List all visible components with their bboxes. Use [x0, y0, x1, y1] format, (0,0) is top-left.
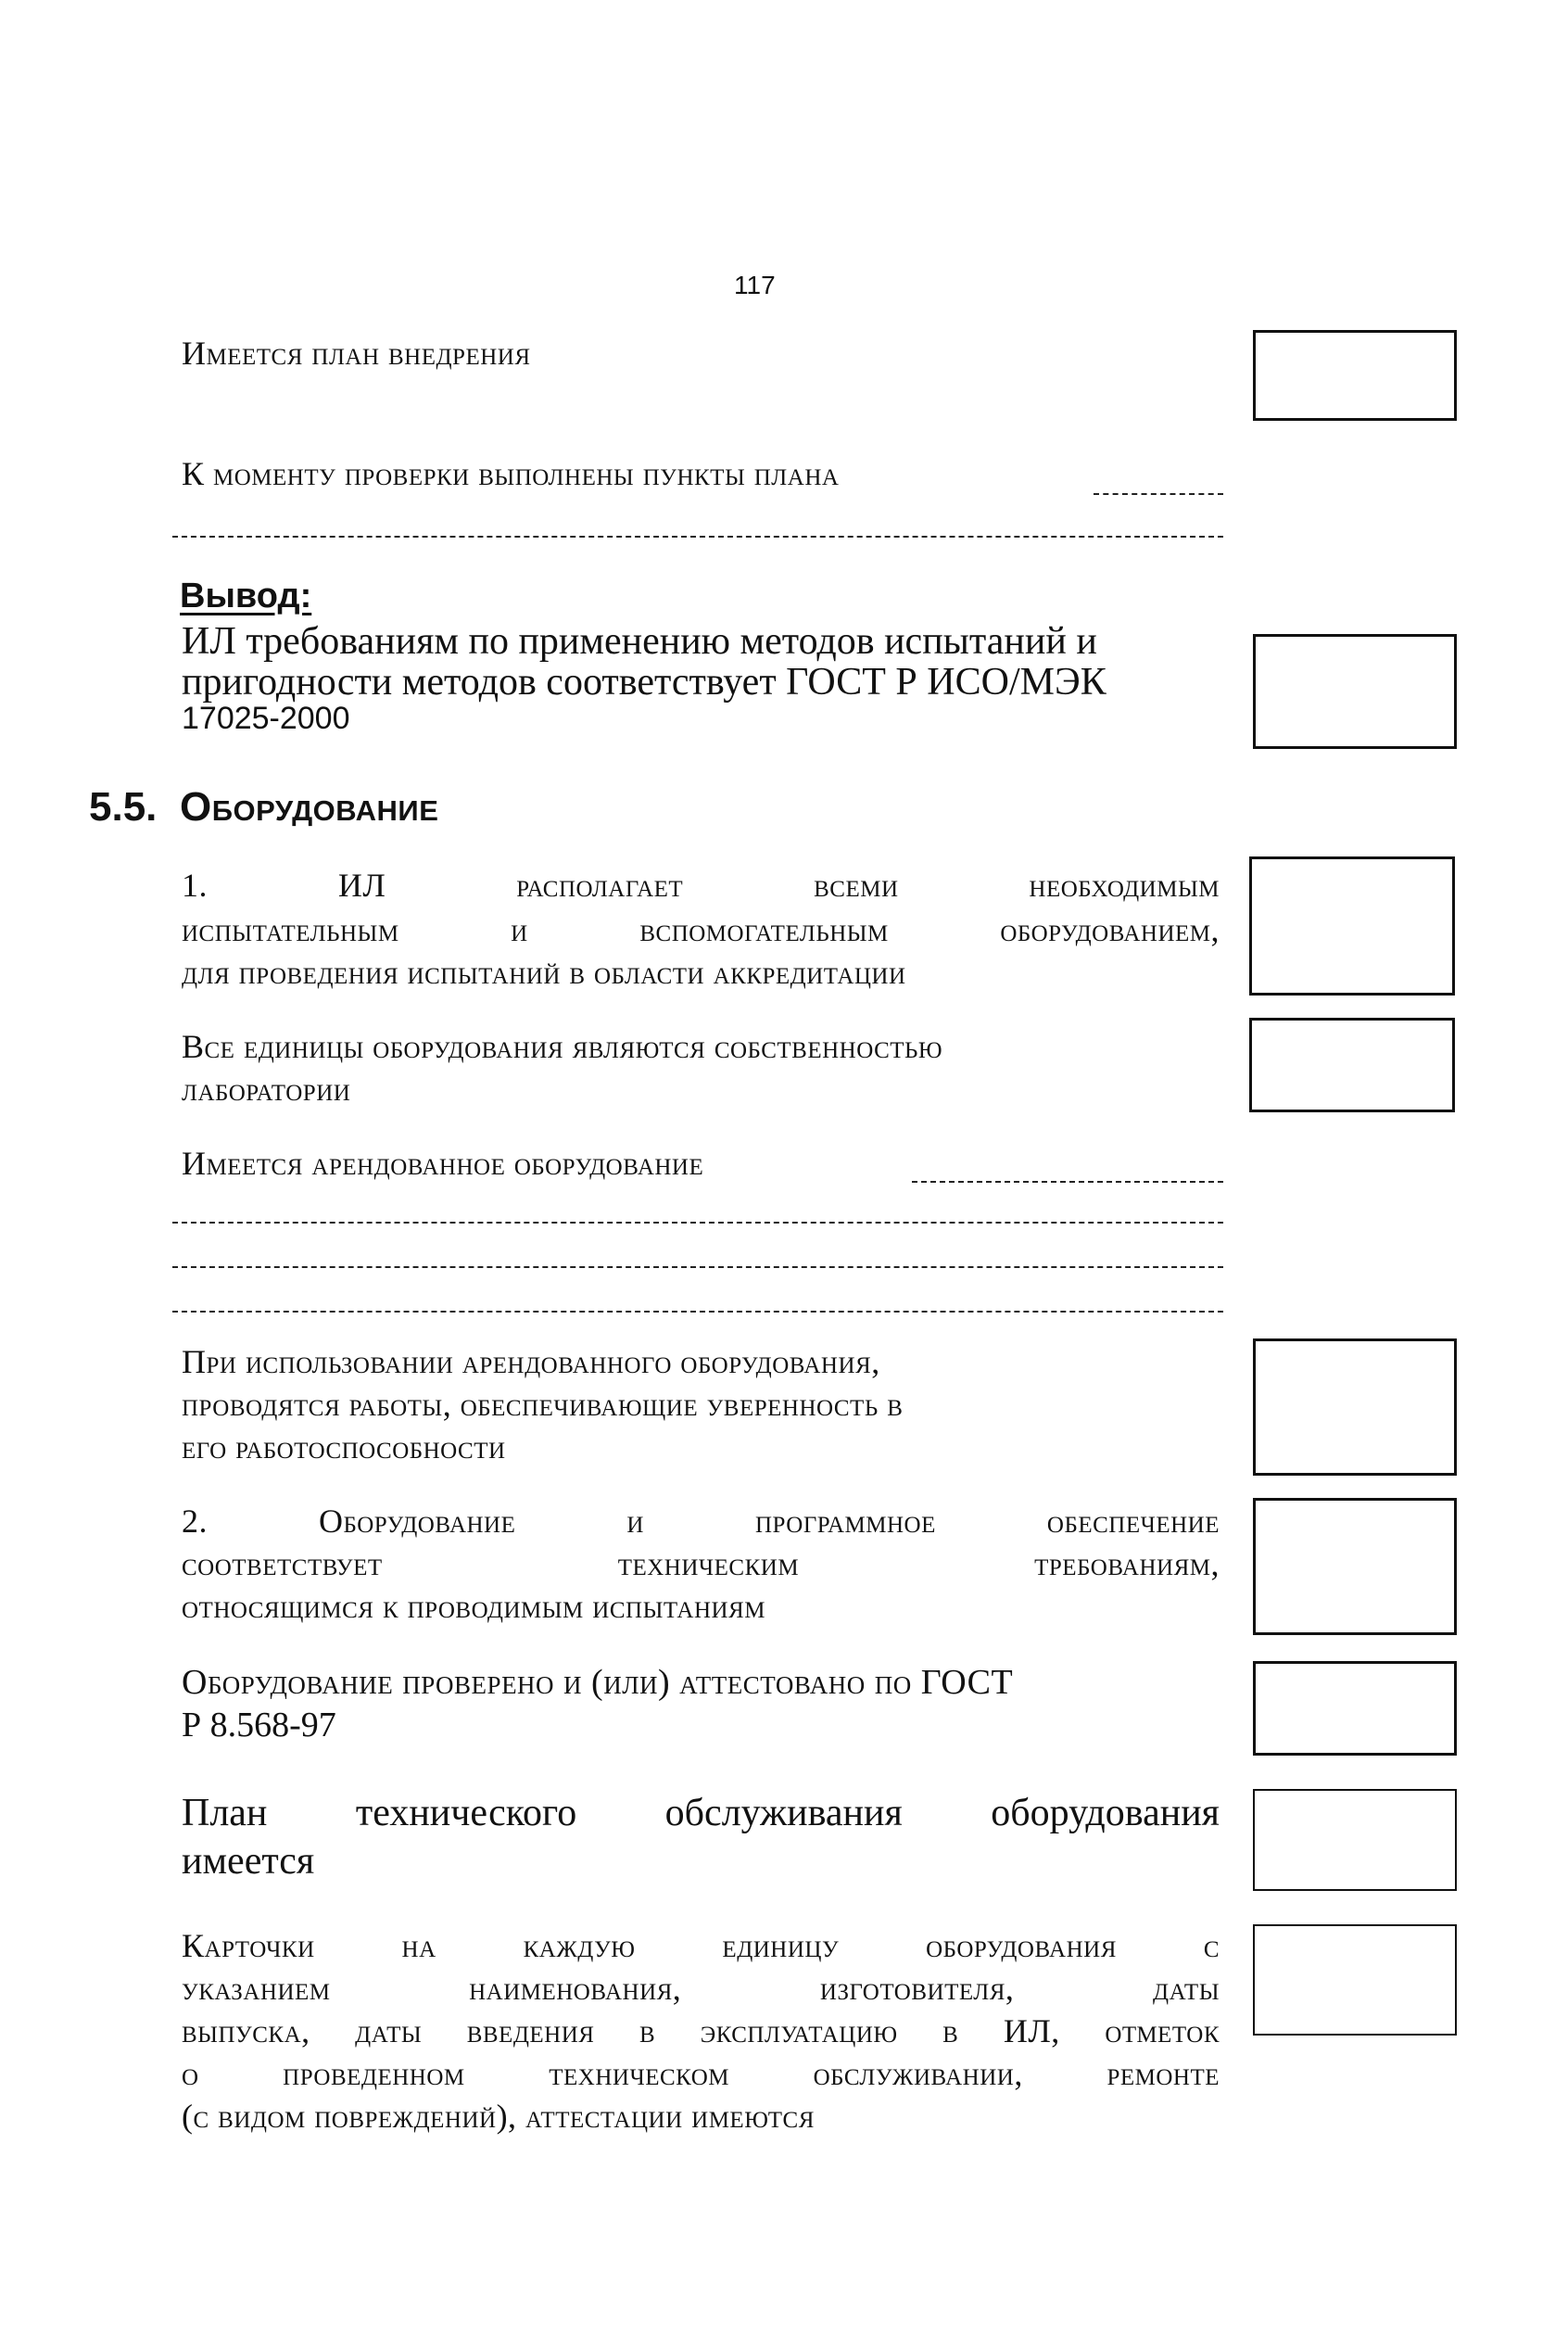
item1-line2: испытательным и вспомогательным оборудованием,	[182, 911, 1220, 948]
conclusion-checkbox[interactable]	[1253, 634, 1457, 749]
cards-line2: указанием наименования, изготовителя, даты	[182, 1970, 1220, 2007]
owned-line1: Все единицы оборудования являются собственностью	[182, 1028, 943, 1065]
rented-label: Имеется арендованное оборудование	[182, 1145, 704, 1182]
conclusion-heading: Вывод:	[180, 577, 312, 615]
item1-line1: 1. ИЛ располагает всеми необходимым	[182, 867, 1220, 904]
item2-checkbox[interactable]	[1253, 1498, 1457, 1635]
plan-exists-checkbox[interactable]	[1253, 330, 1457, 421]
owned-checkbox[interactable]	[1249, 1018, 1455, 1112]
rented-work-line1: При использовании арендованного оборудования,	[182, 1343, 880, 1380]
plan-points-blank[interactable]	[1094, 493, 1223, 495]
page-number: 117	[734, 271, 776, 299]
rented-work-line2: проводятся работы, обеспечивающие уверенность в	[182, 1386, 904, 1423]
cards-line4: о проведенном техническом обслуживании, ремонте	[182, 2055, 1220, 2092]
section-number: 5.5.	[89, 784, 158, 830]
item2-line3: относящимся к проводимым испытаниям	[182, 1588, 765, 1625]
plan-points-label: К моменту проверки выполнены пункты плана	[182, 455, 840, 492]
item1-checkbox[interactable]	[1249, 856, 1455, 996]
conclusion-text-line1: ИЛ требованиям по применению методов испытаний и	[182, 620, 1097, 663]
cards-line5: (с видом повреждений), аттестации имеются	[182, 2098, 815, 2135]
maintenance-line2: имеется	[182, 1840, 315, 1883]
item2-line1: 2. Оборудование и программное обеспечение	[182, 1503, 1220, 1540]
cards-line1: Карточки на каждую единицу оборудования с	[182, 1927, 1220, 1964]
owned-line2: лаборатории	[182, 1071, 351, 1108]
checked-line2: Р 8.568-97	[182, 1706, 336, 1744]
rented-blank[interactable]	[912, 1181, 1223, 1183]
checked-line1: Оборудование проверено и (или) аттестовано по ГОСТ	[182, 1663, 1014, 1702]
cards-checkbox[interactable]	[1253, 1924, 1457, 2036]
cards-line3: выпуска, даты введения в эксплуатацию в ИЛ, отметок	[182, 2012, 1220, 2049]
maintenance-line1: План технического обслуживания оборудования	[182, 1792, 1220, 1834]
rented-blank-line1[interactable]	[172, 1222, 1223, 1224]
conclusion-text-line2: пригодности методов соответствует ГОСТ Р ИСО/МЭК	[182, 661, 1106, 704]
maintenance-checkbox[interactable]	[1253, 1789, 1457, 1891]
plan-points-blank-line[interactable]	[172, 536, 1223, 538]
item1-line3: для проведения испытаний в области аккредитации	[182, 954, 906, 991]
conclusion-text-line3: 17025-2000	[182, 701, 350, 736]
checked-checkbox[interactable]	[1253, 1661, 1457, 1756]
rented-blank-line3[interactable]	[172, 1311, 1223, 1313]
item2-line2: соответствует техническим требованиям,	[182, 1545, 1220, 1582]
rented-work-line3: его работоспособности	[182, 1428, 506, 1465]
rented-blank-line2[interactable]	[172, 1266, 1223, 1268]
rented-work-checkbox[interactable]	[1253, 1338, 1457, 1476]
section-title: Оборудование	[180, 784, 439, 830]
plan-exists-label: Имеется план внедрения	[182, 335, 531, 372]
